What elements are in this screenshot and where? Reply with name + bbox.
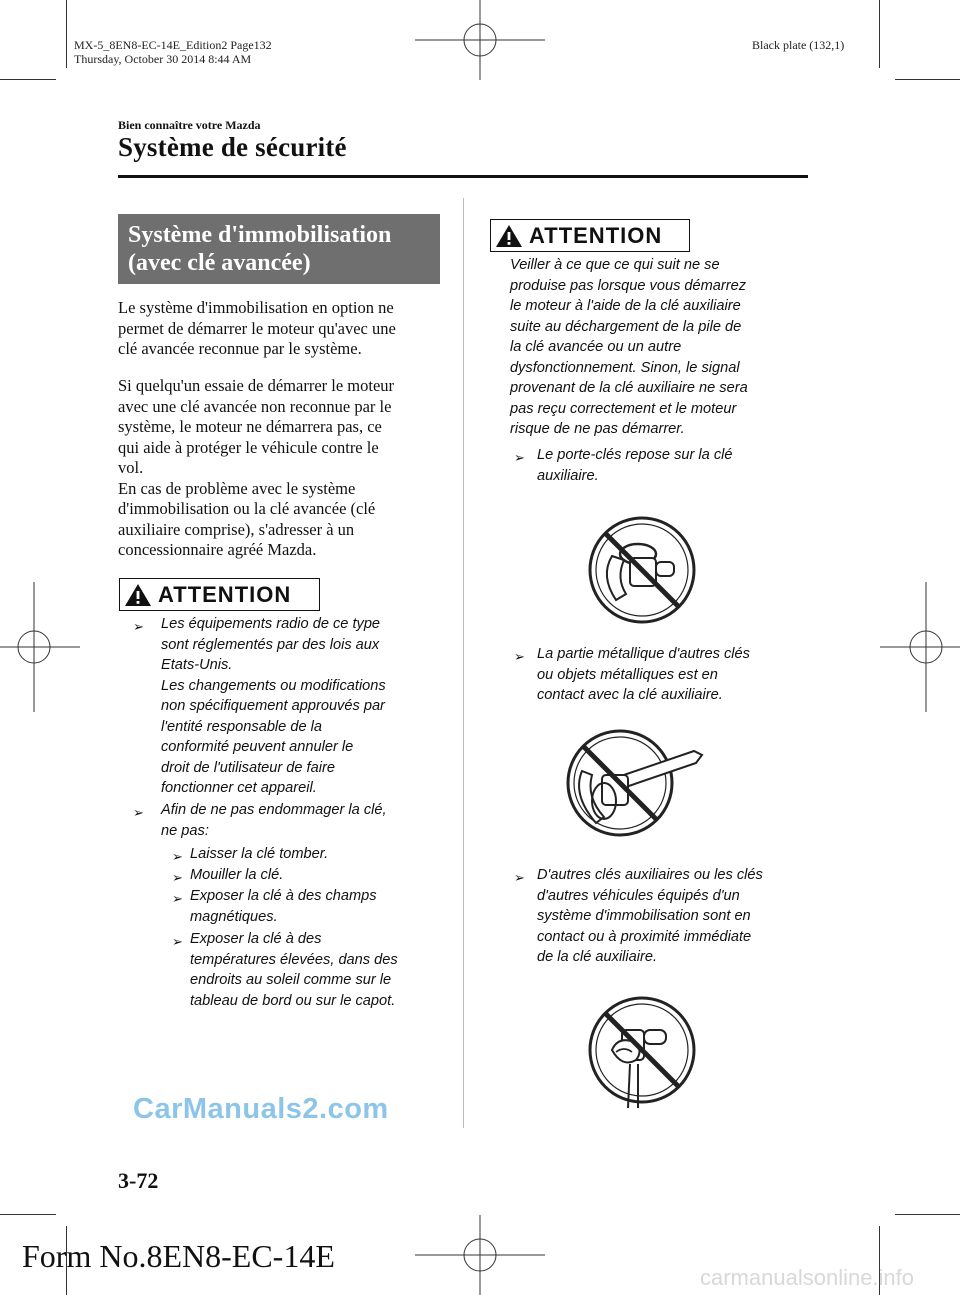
section-heading-line: Système d'immobilisation [128, 222, 392, 248]
registration-mark-icon [0, 582, 80, 712]
crop-mark [879, 0, 880, 68]
section-heading [118, 214, 440, 284]
text-line: Les changements ou modifications [161, 677, 386, 694]
list-item [537, 865, 812, 968]
text-line: températures élevées, dans des [190, 951, 398, 968]
sub-list-item: Mouiller la clé. [190, 867, 284, 883]
text-line: suite au déchargement de la pile de [510, 318, 742, 335]
text-line: système, le moteur ne démarrera pas, ce [118, 417, 382, 436]
plate-label: Black plate (132,1) [752, 38, 845, 52]
text-line: concessionnaire agréé Mazda. [118, 540, 317, 559]
arrow-bullet-icon: ➢ [514, 870, 525, 885]
arrow-bullet-icon: ➢ [172, 870, 183, 885]
text-line: Le porte-clés repose sur la clé [537, 447, 733, 463]
attention-intro [510, 255, 810, 440]
text-line: Etats-Unis. [161, 657, 233, 673]
text-line: auxiliaire. [537, 467, 599, 484]
text-line: de la clé auxiliaire. [537, 949, 658, 965]
form-number: Form No.8EN8-EC-14E [22, 1238, 335, 1274]
column-divider [463, 198, 464, 1128]
attention-box [490, 219, 690, 252]
text-line: permet de démarrer le moteur qu'avec une [118, 318, 396, 338]
text-line: auxiliaire comprise), s'adresser à un [118, 519, 355, 539]
text-line: tableau de bord ou sur le capot. [190, 992, 396, 1009]
arrow-bullet-icon: ➢ [172, 849, 183, 864]
crop-mark [0, 79, 56, 80]
crop-mark [895, 79, 960, 80]
arrow-bullet-icon: ➢ [172, 934, 183, 949]
warning-triangle-icon [495, 224, 523, 248]
text-line: droit de l'utilisateur de faire [161, 759, 335, 776]
arrow-bullet-icon: ➢ [514, 649, 525, 664]
text-line: Veiller à ce que ce qui suit ne se [510, 257, 720, 273]
text-line: le moteur à l'aide de la clé auxiliaire [510, 298, 741, 314]
text-line: magnétiques. [190, 908, 278, 925]
prohibited-other-keys-icon [582, 990, 702, 1110]
text-line: d'immobilisation ou la clé avancée (clé [118, 499, 376, 518]
list-item [161, 614, 451, 799]
crop-mark [895, 1214, 960, 1215]
text-line: Les équipements radio de ce type [161, 616, 381, 632]
theft-paragraph [118, 376, 448, 561]
sub-list-item [190, 886, 450, 927]
watermark-logo: CarManuals2.com [133, 1093, 389, 1125]
text-line: produise pas lorsque vous démarrez [510, 277, 747, 294]
registration-mark-icon [415, 1215, 545, 1295]
print-meta [74, 38, 272, 66]
list-item [537, 445, 807, 486]
text-line: dysfonctionnement. Sinon, le signal [510, 359, 740, 376]
title-rule [118, 175, 808, 178]
text-line: contact ou à proximité immédiate [537, 928, 752, 945]
text-line: risque de ne pas démarrer. [510, 421, 685, 437]
text-line: la clé avancée ou un autre [510, 339, 682, 355]
text-line: endroits au soleil comme sur le [190, 972, 392, 988]
intro-paragraph [118, 298, 448, 360]
warning-triangle-icon [124, 583, 152, 607]
text-line: provenant de la clé auxiliaire ne sera [510, 380, 748, 396]
print-meta-line: MX-5_8EN8-EC-14E_Edition2 Page132 [74, 38, 272, 52]
crop-mark [0, 1214, 56, 1215]
text-line: système d'immobilisation sont en [537, 908, 751, 924]
text-line: clé avancée reconnue par le système. [118, 339, 362, 358]
text-line: Afin de ne pas endommager la clé, [161, 802, 387, 818]
text-line: l'entité responsable de la [161, 718, 322, 735]
sub-list-item [190, 929, 455, 1011]
prohibited-metal-contact-icon [560, 723, 715, 838]
prohibited-keyring-on-key-icon [582, 510, 702, 630]
chapter-title: Bien connaître votre Mazda [118, 118, 261, 132]
page-number: 3-72 [118, 1168, 159, 1193]
text-line: conformité peuvent annuler le [161, 739, 354, 755]
text-line: fonctionner cet appareil. [161, 780, 317, 796]
text-line: sont réglementés par des lois aux [161, 636, 380, 653]
text-line: Exposer la clé à des [190, 931, 322, 947]
text-line: La partie métallique d'autres clés [537, 646, 750, 662]
attention-box [119, 578, 320, 611]
text-line: Le système d'immobilisation en option ne [118, 298, 394, 317]
registration-mark-icon [880, 582, 960, 712]
text-line: avec une clé avancée non reconnue par le [118, 396, 392, 416]
text-line: En cas de problème avec le système [118, 478, 356, 498]
arrow-bullet-icon: ➢ [133, 619, 144, 634]
text-line: D'autres clés auxiliaires ou les clés [537, 867, 763, 883]
text-line: pas reçu correctement et le moteur [510, 400, 737, 417]
attention-label: ATTENTION [158, 582, 292, 607]
text-line: d'autres véhicules équipés d'un [537, 887, 740, 904]
list-item [537, 644, 807, 706]
print-meta-line: Thursday, October 30 2014 8:44 AM [74, 52, 252, 66]
text-line: ne pas: [161, 822, 209, 839]
crop-mark [66, 0, 67, 68]
arrow-bullet-icon: ➢ [133, 805, 144, 820]
text-line: contact avec la clé auxiliaire. [537, 687, 723, 703]
page-title: Système de sécurité [118, 132, 347, 162]
text-line: vol. [118, 458, 144, 477]
text-line: ou objets métalliques est en [537, 666, 718, 683]
sub-list-item: Laisser la clé tomber. [190, 846, 329, 862]
arrow-bullet-icon: ➢ [172, 891, 183, 906]
attention-label: ATTENTION [529, 223, 663, 248]
list-item [161, 800, 451, 841]
text-line: Exposer la clé à des champs [190, 888, 377, 904]
section-heading-line: (avec clé avancée) [128, 250, 311, 276]
text-line: Si quelqu'un essaie de démarrer le moteur [118, 376, 395, 395]
text-line: qui aide à protéger le véhicule contre le [118, 437, 379, 457]
watermark-text: carmanualsonline.info [700, 1265, 915, 1290]
arrow-bullet-icon: ➢ [514, 450, 525, 465]
text-line: non spécifiquement approuvés par [161, 698, 385, 714]
registration-mark-icon [415, 0, 545, 80]
